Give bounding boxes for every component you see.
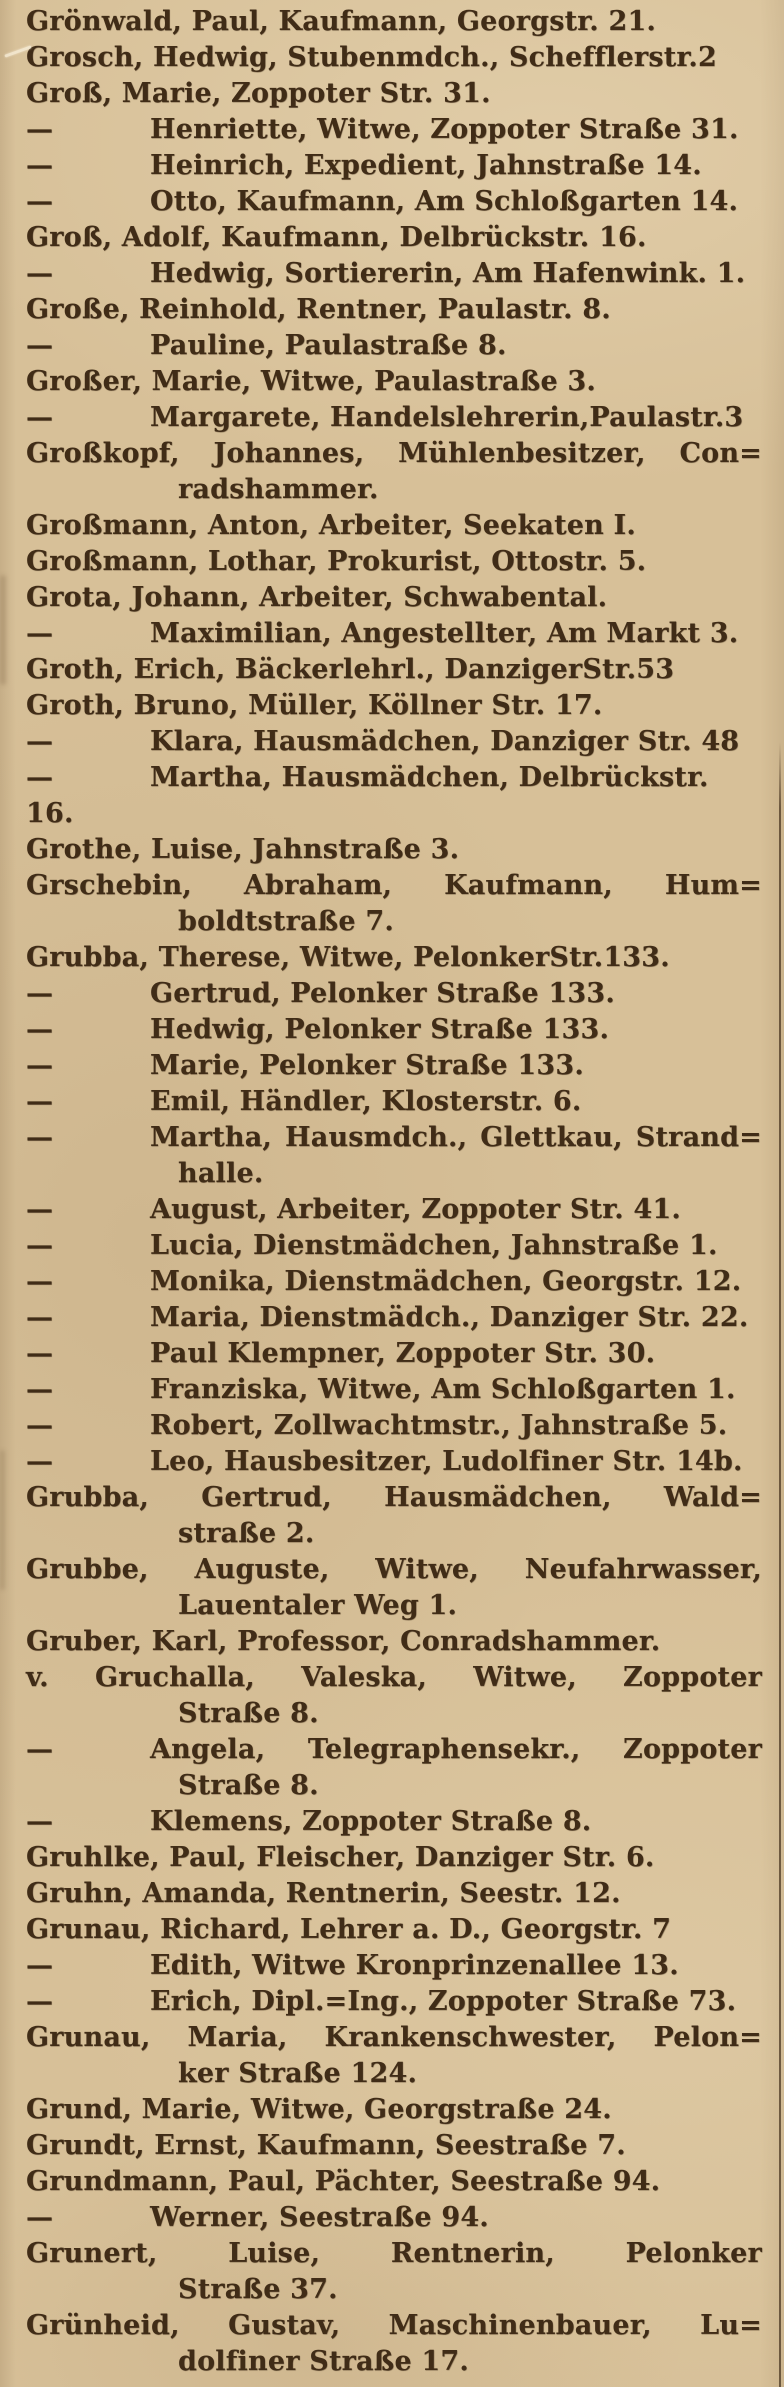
directory-entry <box>26 292 762 328</box>
entry-continuation-line: radshammer. <box>178 474 379 505</box>
directory-list <box>26 4 762 2380</box>
entry-continuation-line: Straße 8. <box>178 1770 319 1801</box>
ditto-dash: — <box>26 1338 54 1369</box>
entry-first-line: — Erich, Dipl.=Ing., Zoppoter Straße 73. <box>26 1984 762 2020</box>
entry-first-line: Grundt, Ernst, Kaufmann, Seestraße 7. <box>26 2130 626 2161</box>
ditto-dash: — <box>26 1086 54 1117</box>
directory-entry <box>26 616 762 652</box>
entry-first-line: — Marie, Pelonker Straße 133. <box>26 1048 762 1084</box>
entry-first-line: Großmann, Lothar, Prokurist, Ottostr. 5. <box>26 546 647 577</box>
entry-first-line: Grubbe, Auguste, Witwe, Neufahrwasser, <box>26 1554 762 1585</box>
entry-continuation-line: boldtstraße 7. <box>178 906 394 937</box>
entry-first-line: — Robert, Zollwachtmstr., Jahnstraße 5. <box>26 1408 762 1444</box>
entry-first-line: Gruhlke, Paul, Fleischer, Danziger Str. 6. <box>26 1842 655 1873</box>
entry-first-line: — Klemens, Zoppoter Straße 8. <box>26 1804 762 1840</box>
ditto-dash: — <box>26 1410 54 1441</box>
ditto-dash: — <box>26 1302 54 1333</box>
directory-entry <box>26 112 762 148</box>
entry-first-line: — Pauline, Paulastraße 8. <box>26 328 762 364</box>
entry-first-line: — Angela, Telegraphensekr., Zoppoter <box>26 1732 762 1768</box>
directory-entry <box>26 2128 762 2164</box>
directory-entry <box>26 1804 762 1840</box>
directory-entry <box>26 1552 762 1624</box>
entry-first-line: Grund, Marie, Witwe, Georgstraße 24. <box>26 2094 612 2125</box>
directory-entry <box>26 148 762 184</box>
ditto-dash: — <box>26 2202 54 2233</box>
directory-entry <box>26 508 762 544</box>
entry-first-line: — August, Arbeiter, Zoppoter Str. 41. <box>26 1192 762 1228</box>
directory-entry <box>26 1264 762 1300</box>
directory-entry <box>26 1372 762 1408</box>
entry-first-line: — Franziska, Witwe, Am Schloßgarten 1. <box>26 1372 762 1408</box>
entry-first-line: Grunau, Maria, Krankenschwester, Pelon= <box>26 2022 762 2053</box>
directory-entry <box>26 976 762 1012</box>
entry-first-line: Gruhn, Amanda, Rentnerin, Seestr. 12. <box>26 1878 621 1909</box>
entry-first-line: — Heinrich, Expedient, Jahnstraße 14. <box>26 148 762 184</box>
directory-entry <box>26 940 762 976</box>
entry-first-line: Grundmann, Paul, Pächter, Seestraße 94. <box>26 2166 661 2197</box>
entry-continuation-line: halle. <box>178 1158 264 1189</box>
entry-first-line: — Monika, Dienstmädchen, Georgstr. 12. <box>26 1264 762 1300</box>
directory-entry <box>26 1012 762 1048</box>
entry-first-line: — Werner, Seestraße 94. <box>26 2200 762 2236</box>
directory-entry <box>26 1912 762 1948</box>
directory-entry <box>26 40 762 76</box>
ditto-dash: — <box>26 186 54 217</box>
ditto-dash: — <box>26 1014 54 1045</box>
directory-entry <box>26 400 762 436</box>
directory-entry <box>26 436 762 508</box>
ditto-dash: — <box>26 1050 54 1081</box>
directory-entry <box>26 76 762 112</box>
ditto-dash: — <box>26 726 54 757</box>
entry-first-line: — Leo, Hausbesitzer, Ludolfiner Str. 14b. <box>26 1444 762 1480</box>
directory-entry <box>26 328 762 364</box>
ditto-dash: — <box>26 618 54 649</box>
entry-first-line: Grubba, Therese, Witwe, PelonkerStr.133. <box>26 942 670 973</box>
entry-continuation-line: Straße 37. <box>178 2274 338 2305</box>
directory-entry <box>26 1480 762 1552</box>
ditto-dash: — <box>26 1230 54 1261</box>
directory-entry <box>26 1192 762 1228</box>
directory-entry <box>26 2200 762 2236</box>
directory-entry <box>26 1444 762 1480</box>
entry-first-line: v. Gruchalla, Valeska, Witwe, Zoppoter <box>26 1662 762 1693</box>
entry-first-line: Großer, Marie, Witwe, Paulastraße 3. <box>26 366 597 397</box>
ditto-dash: — <box>26 114 54 145</box>
directory-entry <box>26 2020 762 2092</box>
entry-first-line: — Maria, Dienstmädch., Danziger Str. 22. <box>26 1300 762 1336</box>
directory-entry <box>26 184 762 220</box>
ditto-dash: — <box>26 402 54 433</box>
ditto-dash: — <box>26 978 54 1009</box>
entry-continuation-line: Straße 8. <box>178 1698 319 1729</box>
directory-entry <box>26 832 762 868</box>
entry-first-line: — Martha, Hausmdch., Glettkau, Strand= <box>26 1120 762 1156</box>
entry-first-line: Groß, Adolf, Kaufmann, Delbrückstr. 16. <box>26 222 647 253</box>
directory-entry <box>26 580 762 616</box>
directory-entry <box>26 688 762 724</box>
entry-first-line: Großkopf, Johannes, Mühlenbesitzer, Con= <box>26 438 762 469</box>
entry-first-line: Grschebin, Abraham, Kaufmann, Hum= <box>26 870 762 901</box>
entry-first-line: Großmann, Anton, Arbeiter, Seekaten I. <box>26 510 636 541</box>
directory-entry <box>26 544 762 580</box>
ditto-dash: — <box>26 1734 54 1765</box>
entry-first-line: Grubba, Gertrud, Hausmädchen, Wald= <box>26 1482 762 1513</box>
directory-entry <box>26 1084 762 1120</box>
directory-entry <box>26 1048 762 1084</box>
directory-entry <box>26 364 762 400</box>
entry-continuation-line: dolfiner Straße 17. <box>178 2346 470 2377</box>
directory-entry <box>26 2092 762 2128</box>
directory-entry <box>26 1408 762 1444</box>
directory-entry <box>26 2236 762 2308</box>
entry-first-line: — Emil, Händler, Klosterstr. 6. <box>26 1084 762 1120</box>
entry-first-line: — Henriette, Witwe, Zoppoter Straße 31. <box>26 112 762 148</box>
entry-first-line: — Gertrud, Pelonker Straße 133. <box>26 976 762 1012</box>
directory-entry <box>26 652 762 688</box>
entry-first-line: Grothe, Luise, Jahnstraße 3. <box>26 834 460 865</box>
directory-entry <box>26 868 762 940</box>
directory-entry <box>26 256 762 292</box>
ditto-dash: — <box>26 762 54 793</box>
entry-first-line: — Otto, Kaufmann, Am Schloßgarten 14. <box>26 184 762 220</box>
ditto-dash: — <box>26 1446 54 1477</box>
entry-first-line: Grunert, Luise, Rentnerin, Pelonker <box>26 2238 762 2269</box>
entry-first-line: — Hedwig, Pelonker Straße 133. <box>26 1012 762 1048</box>
ditto-dash: — <box>26 150 54 181</box>
entry-first-line: Grünheid, Gustav, Maschinenbauer, Lu= <box>26 2310 762 2341</box>
directory-entry <box>26 1840 762 1876</box>
column-divider-rule <box>779 742 781 2387</box>
entry-first-line: — Edith, Witwe Kronprinzenallee 13. <box>26 1948 762 1984</box>
ditto-dash: — <box>26 1194 54 1225</box>
entry-first-line: Grunau, Richard, Lehrer a. D., Georgstr. 7 <box>26 1914 672 1945</box>
entry-first-line: Groth, Erich, Bäckerlehrl., DanzigerStr.53 <box>26 654 675 685</box>
directory-entry <box>26 724 762 760</box>
directory-entry <box>26 2164 762 2200</box>
entry-continuation-line: ker Straße 124. <box>178 2058 418 2089</box>
entry-first-line: — Margarete, Handelslehrerin,Paulastr.3 <box>26 400 762 436</box>
entry-first-line: — Maximilian, Angestellter, Am Markt 3. <box>26 616 762 652</box>
ditto-dash: — <box>26 1806 54 1837</box>
entry-first-line: — Hedwig, Sortiererin, Am Hafenwink. 1. <box>26 256 762 292</box>
entry-first-line: — Lucia, Dienstmädchen, Jahnstraße 1. <box>26 1228 762 1264</box>
entry-continuation-line: straße 2. <box>178 1518 315 1549</box>
directory-entry <box>26 1300 762 1336</box>
ditto-dash: — <box>26 1122 54 1153</box>
ditto-dash: — <box>26 330 54 361</box>
entry-first-line: Grosch, Hedwig, Stubenmdch., Schefflerstr.2 <box>26 42 717 73</box>
directory-entry <box>26 760 762 832</box>
entry-first-line: Große, Reinhold, Rentner, Paulastr. 8. <box>26 294 611 325</box>
directory-entry <box>26 220 762 256</box>
entry-first-line: Groth, Bruno, Müller, Köllner Str. 17. <box>26 690 603 721</box>
directory-entry <box>26 2308 762 2380</box>
directory-entry <box>26 1984 762 2020</box>
entry-first-line: Groß, Marie, Zoppoter Str. 31. <box>26 78 491 109</box>
entry-first-line: — Klara, Hausmädchen, Danziger Str. 48 <box>26 724 762 760</box>
ditto-dash: — <box>26 1374 54 1405</box>
ditto-dash: — <box>26 1950 54 1981</box>
directory-entry <box>26 1336 762 1372</box>
directory-entry <box>26 4 762 40</box>
paper-edge-smudge <box>0 575 6 685</box>
entry-first-line: Grota, Johann, Arbeiter, Schwabental. <box>26 582 608 613</box>
directory-entry <box>26 1732 762 1804</box>
directory-entry <box>26 1660 762 1732</box>
directory-entry <box>26 1948 762 1984</box>
entry-first-line: Gruber, Karl, Professor, Conradshammer. <box>26 1626 661 1657</box>
ditto-dash: — <box>26 258 54 289</box>
ditto-dash: — <box>26 1266 54 1297</box>
directory-entry <box>26 1624 762 1660</box>
directory-entry <box>26 1876 762 1912</box>
paper-edge-smudge <box>0 1450 5 1590</box>
entry-first-line: — Paul Klempner, Zoppoter Str. 30. <box>26 1336 762 1372</box>
entry-first-line: Grönwald, Paul, Kaufmann, Georgstr. 21. <box>26 6 657 37</box>
ditto-dash: — <box>26 1986 54 2017</box>
directory-entry <box>26 1120 762 1192</box>
entry-first-line: — Martha, Hausmädchen, Delbrückstr. 16. <box>26 762 709 829</box>
directory-entry <box>26 1228 762 1264</box>
entry-continuation-line: Lauentaler Weg 1. <box>178 1590 458 1621</box>
